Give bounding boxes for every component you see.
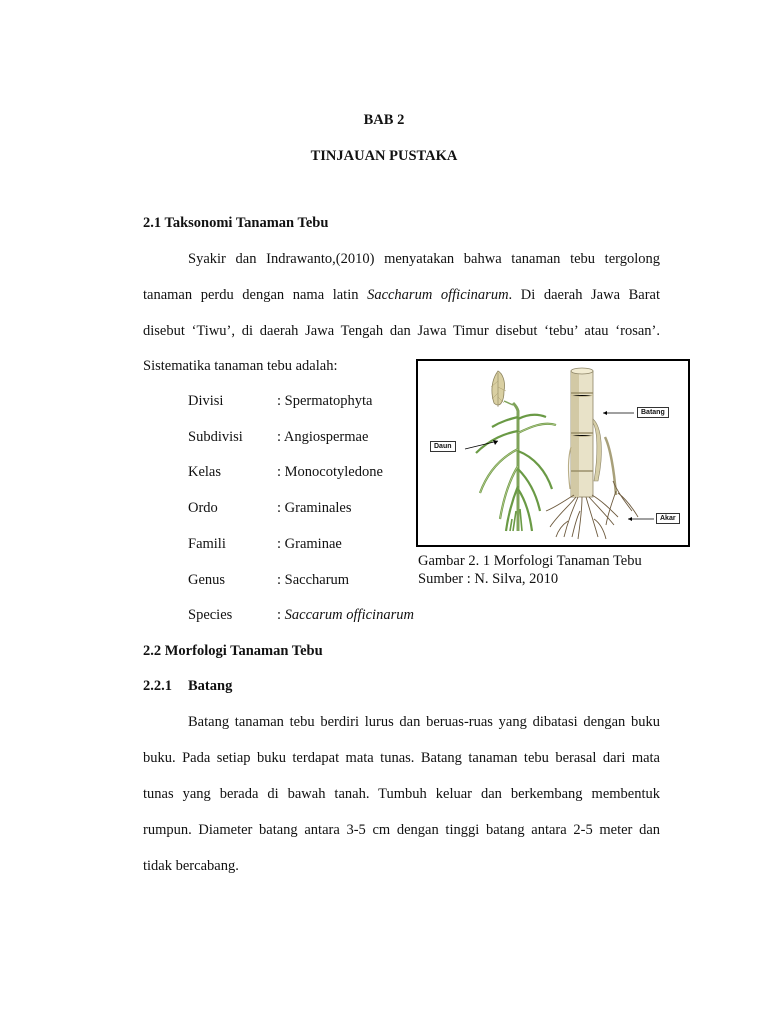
chapter-number: BAB 2 — [363, 112, 405, 128]
latin-name: Saccarum officinarum — [284, 607, 414, 623]
figure-sugarcane-morphology — [416, 359, 690, 547]
paragraph-line: disebut ‘Tiwu’, di daerah Jawa Tengah dan Jawa Timur disebut ‘tebu’ atau ‘rosan’. — [143, 323, 660, 339]
chapter-title: TINJAUAN PUSTAKA — [310, 148, 458, 164]
taxonomy-label: Kelas — [188, 464, 222, 480]
taxonomy-value: : Spermatophyta — [277, 393, 373, 409]
paragraph-line: tunas yang berada di bawah tanah. Tumbuh keluar dan berkembang membentuk — [143, 786, 660, 802]
section-heading-2-2-1: Batang — [188, 678, 233, 694]
taxonomy-label: Genus — [188, 572, 226, 588]
paragraph-line: Sistematika tanaman tebu adalah: — [143, 358, 338, 374]
taxonomy-value: : Saccharum — [277, 572, 350, 588]
section-heading-2-2: 2.2 Morfologi Tanaman Tebu — [143, 643, 323, 659]
section-heading-2-1: 2.1 Taksonomi Tanaman Tebu — [143, 215, 329, 231]
figure-source: Sumber : N. Silva, 2010 — [418, 571, 559, 587]
paragraph-line: tidak bercabang. — [143, 858, 239, 874]
paragraph-line: Batang tanaman tebu berdiri lurus dan beruas-ruas yang dibatasi dengan buku — [188, 714, 660, 730]
figure-caption: Gambar 2. 1 Morfologi Tanaman Tebu — [418, 553, 642, 569]
taxonomy-value: : Graminales — [277, 500, 352, 516]
taxonomy-label: Species — [188, 607, 233, 623]
paragraph-text: . Di daerah Jawa Barat — [508, 287, 660, 303]
paragraph-line: rumpun. Diameter batang antara 3-5 cm dengan tinggi batang antara 2-5 meter dan — [143, 822, 660, 838]
sugarcane-illustration — [418, 361, 688, 545]
taxonomy-value: : Graminae — [277, 536, 342, 552]
taxonomy-value-prefix: : — [277, 607, 285, 623]
paragraph-line: Syakir dan Indrawanto,(2010) menyatakan bahwa tanaman tebu tergolong — [188, 251, 660, 267]
paragraph-line — [143, 286, 660, 304]
label-daun: Daun — [430, 441, 456, 452]
taxonomy-label: Subdivisi — [188, 429, 243, 445]
cane-stem-icon — [569, 368, 616, 497]
taxonomy-label: Divisi — [188, 393, 224, 409]
label-akar: Akar — [656, 513, 680, 524]
paragraph-text: tanaman perdu dengan nama latin — [143, 287, 368, 303]
label-batang: Batang — [637, 407, 669, 418]
taxonomy-value: : Angiospermae — [277, 429, 369, 445]
latin-name: Saccharum officinarum — [367, 287, 509, 303]
section-number-2-2-1: 2.2.1 — [143, 678, 172, 694]
taxonomy-label: Ordo — [188, 500, 218, 516]
taxonomy-value — [277, 606, 414, 624]
taxonomy-label: Famili — [188, 536, 226, 552]
paragraph-line: buku. Pada setiap buku terdapat mata tunas. Batang tanaman tebu berasal dari mata — [143, 750, 660, 766]
taxonomy-value: : Monocotyledone — [277, 464, 383, 480]
